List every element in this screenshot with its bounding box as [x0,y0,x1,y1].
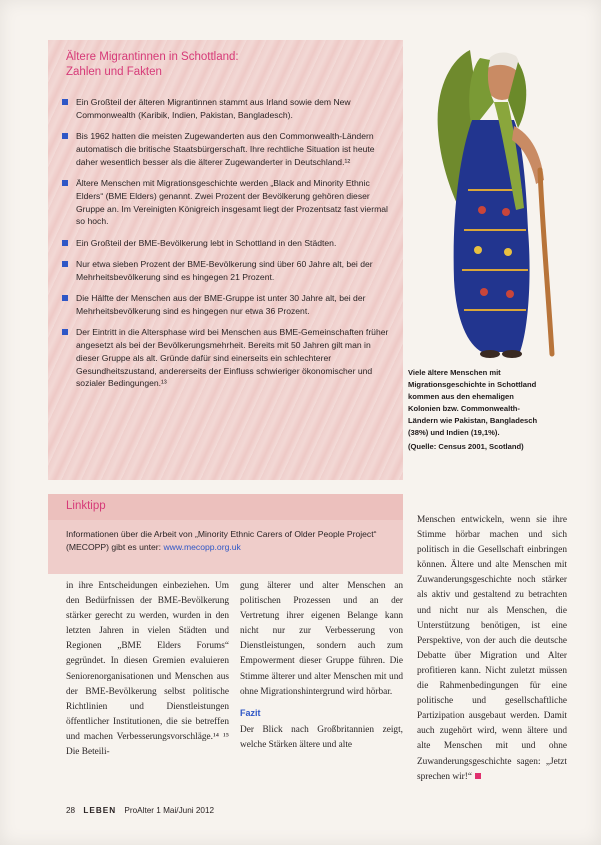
elderly-woman-photo [410,40,580,360]
facts-item-text: Die Hälfte der Menschen aus der BME-Gruppe ist unter 30 Jahre alt, bei der Mehrheitsbevölkerung sind es hingegen nur etwa 36 Prozent. [76,293,366,316]
caption-text: Viele ältere Menschen mit Migrationsgeschichte in Schottland kommen aus den ehemaligen Kolonien bzw. Commonwealth-Ländern wie Pakistan, Bangladesch (38%) und Indien (19,1%). [408,368,538,437]
facts-title-line1: Ältere Migrantinnen in Schottland: [66,51,239,63]
facts-item-text: Nur etwa sieben Prozent der BME-Bevölkerung sind über 60 Jahre alt, bei der Mehrheitsbevölkerung sind es hingegen 21 Prozent. [76,258,373,282]
facts-item-text: Ein Großteil der BME-Bevölkerung lebt in Schottland in den Städten. [76,237,337,248]
body-column-2-text: gung älterer und alter Menschen an politischen Prozessen und an der Vertretung ihrer eigenen Belange kann nicht nur zur Verbesserung von Dienstleistungen, sondern auch zum Empowerment dieser Gruppe führen. Die Stimme älterer und alter Menschen mit und ohne Migrationshintergrund wird hörbar. [240,581,403,697]
facts-list-item [62,292,392,318]
magazine-brand: LEBEN [83,806,117,815]
facts-list-item [62,96,392,122]
end-mark-icon [475,773,481,779]
body-column-2-after-text: Der Blick nach Großbritannien zeigt, welche Stärken ältere und alte [240,724,403,750]
facts-box-title [66,50,366,80]
facts-list-item [62,258,392,284]
bullet-square-icon [62,329,68,335]
caption-source: (Quelle: Census 2001, Scotland) [408,442,524,451]
facts-list-item [62,130,392,168]
bullet-square-icon [62,295,68,301]
photo-caption [408,367,548,453]
body-column-2 [240,579,403,753]
fazit-heading: Fazit [240,707,261,718]
page-number: 28 [66,806,76,815]
body-column-1: in ihre Entscheidungen einbeziehen. Um den Bedürfnissen der BME-Bevölkerung stärker gerecht zu werden, wurden in den letzten Jahren in vielen Städten und Regionen „BME Elders Forums“ gegründet. In diesen Gremien evaluieren Seniorenorganisationen und Menschen aus der BME-Bevölkerung selbst politische Richtlinien und Dienstleistungen öffentlicher Institutionen, die sie betreffen und machen Verbesserungsvorschläge.¹⁴ ¹⁵ Die Beteili- [66,581,229,758]
mecopp-link[interactable]: www.mecopp.org.uk [163,542,241,552]
facts-list [62,96,392,399]
linktipp-text [66,528,391,554]
facts-item-text: Ein Großteil der älteren Migrantinnen stammt aus Irland sowie dem New Commonwealth (Karibik, Indien, Pakistan, Bangladesch). [76,97,351,120]
facts-list-item [62,177,392,228]
issue-info: ProAlter 1 Mai/Juni 2012 [124,806,215,815]
linktipp-title: Linktipp [66,500,106,512]
body-column-3-text: Menschen entwickeln, wenn sie ihre Stimme hörbar machen und sich politisch in die Gesellschaft einbringen können. Ältere und alte Menschen mit Zuwanderungsgeschichte noch stärker als aktiv und gestaltend zu betrachten und nicht nur als Menschen, die Unterstützung benötigen, ist eine Perspektive, von der auch die deutsche Debatte über Migration und Alter profitieren kann. Nicht zuletzt müssen die Rahmenbedingungen für eine politische und gesellschaftliche Partizipation ausgebaut werden. Damit auch zugehört wird, wenn ältere und alte Menschen mit und ohne Zuwanderungsgeschichte sagen: „Jetzt sprechen wir!“ [417,515,567,782]
facts-item-text: Bis 1962 hatten die meisten Zugewanderten aus den Commonwealth-Ländern automatisch die britische Staatsbürgerschaft. Ihre rechtliche Situation ist heute daher wesentlich besser als die älterer Zugewanderter in Deutschland.¹² [76,131,375,167]
bullet-square-icon [62,261,68,267]
linktipp-body: Informationen über die Arbeit von „Minority Ethnic Carers of Older People Project“ (MECOPP) gibt es unter: [66,529,377,552]
body-column-3 [417,513,567,785]
bullet-square-icon [62,133,68,139]
bullet-square-icon [62,240,68,246]
facts-title-line2: Zahlen und Fakten [66,66,162,78]
page-footer [66,806,214,815]
facts-list-item [62,237,392,250]
facts-item-text: Ältere Menschen mit Migrationsgeschichte werden „Black and Minority Ethnic Elders“ (BME Elders) genannt. Zwei Prozent der Bevölkerung gehören dieser Gruppe an. Im Vereinigten Königreich insgesamt liegt der Prozentsatz fast viermal so hoch. [76,177,388,227]
bullet-square-icon [62,99,68,105]
bullet-square-icon [62,180,68,186]
facts-list-item [62,326,392,390]
facts-item-text: Der Eintritt in die Altersphase wird bei Menschen aus BME-Gemeinschaften früher angesetzt als bei der Bevölkerungsmehrheit. Bereits mit 50 Jahren gilt man in dieser Gruppe als alt. Gründe dafür sind einerseits ein schlechterer Gesundheitszustand, andererseits der Einfluss schwieriger ökonomischer und sozialer Bedingungen.¹³ [76,327,389,389]
